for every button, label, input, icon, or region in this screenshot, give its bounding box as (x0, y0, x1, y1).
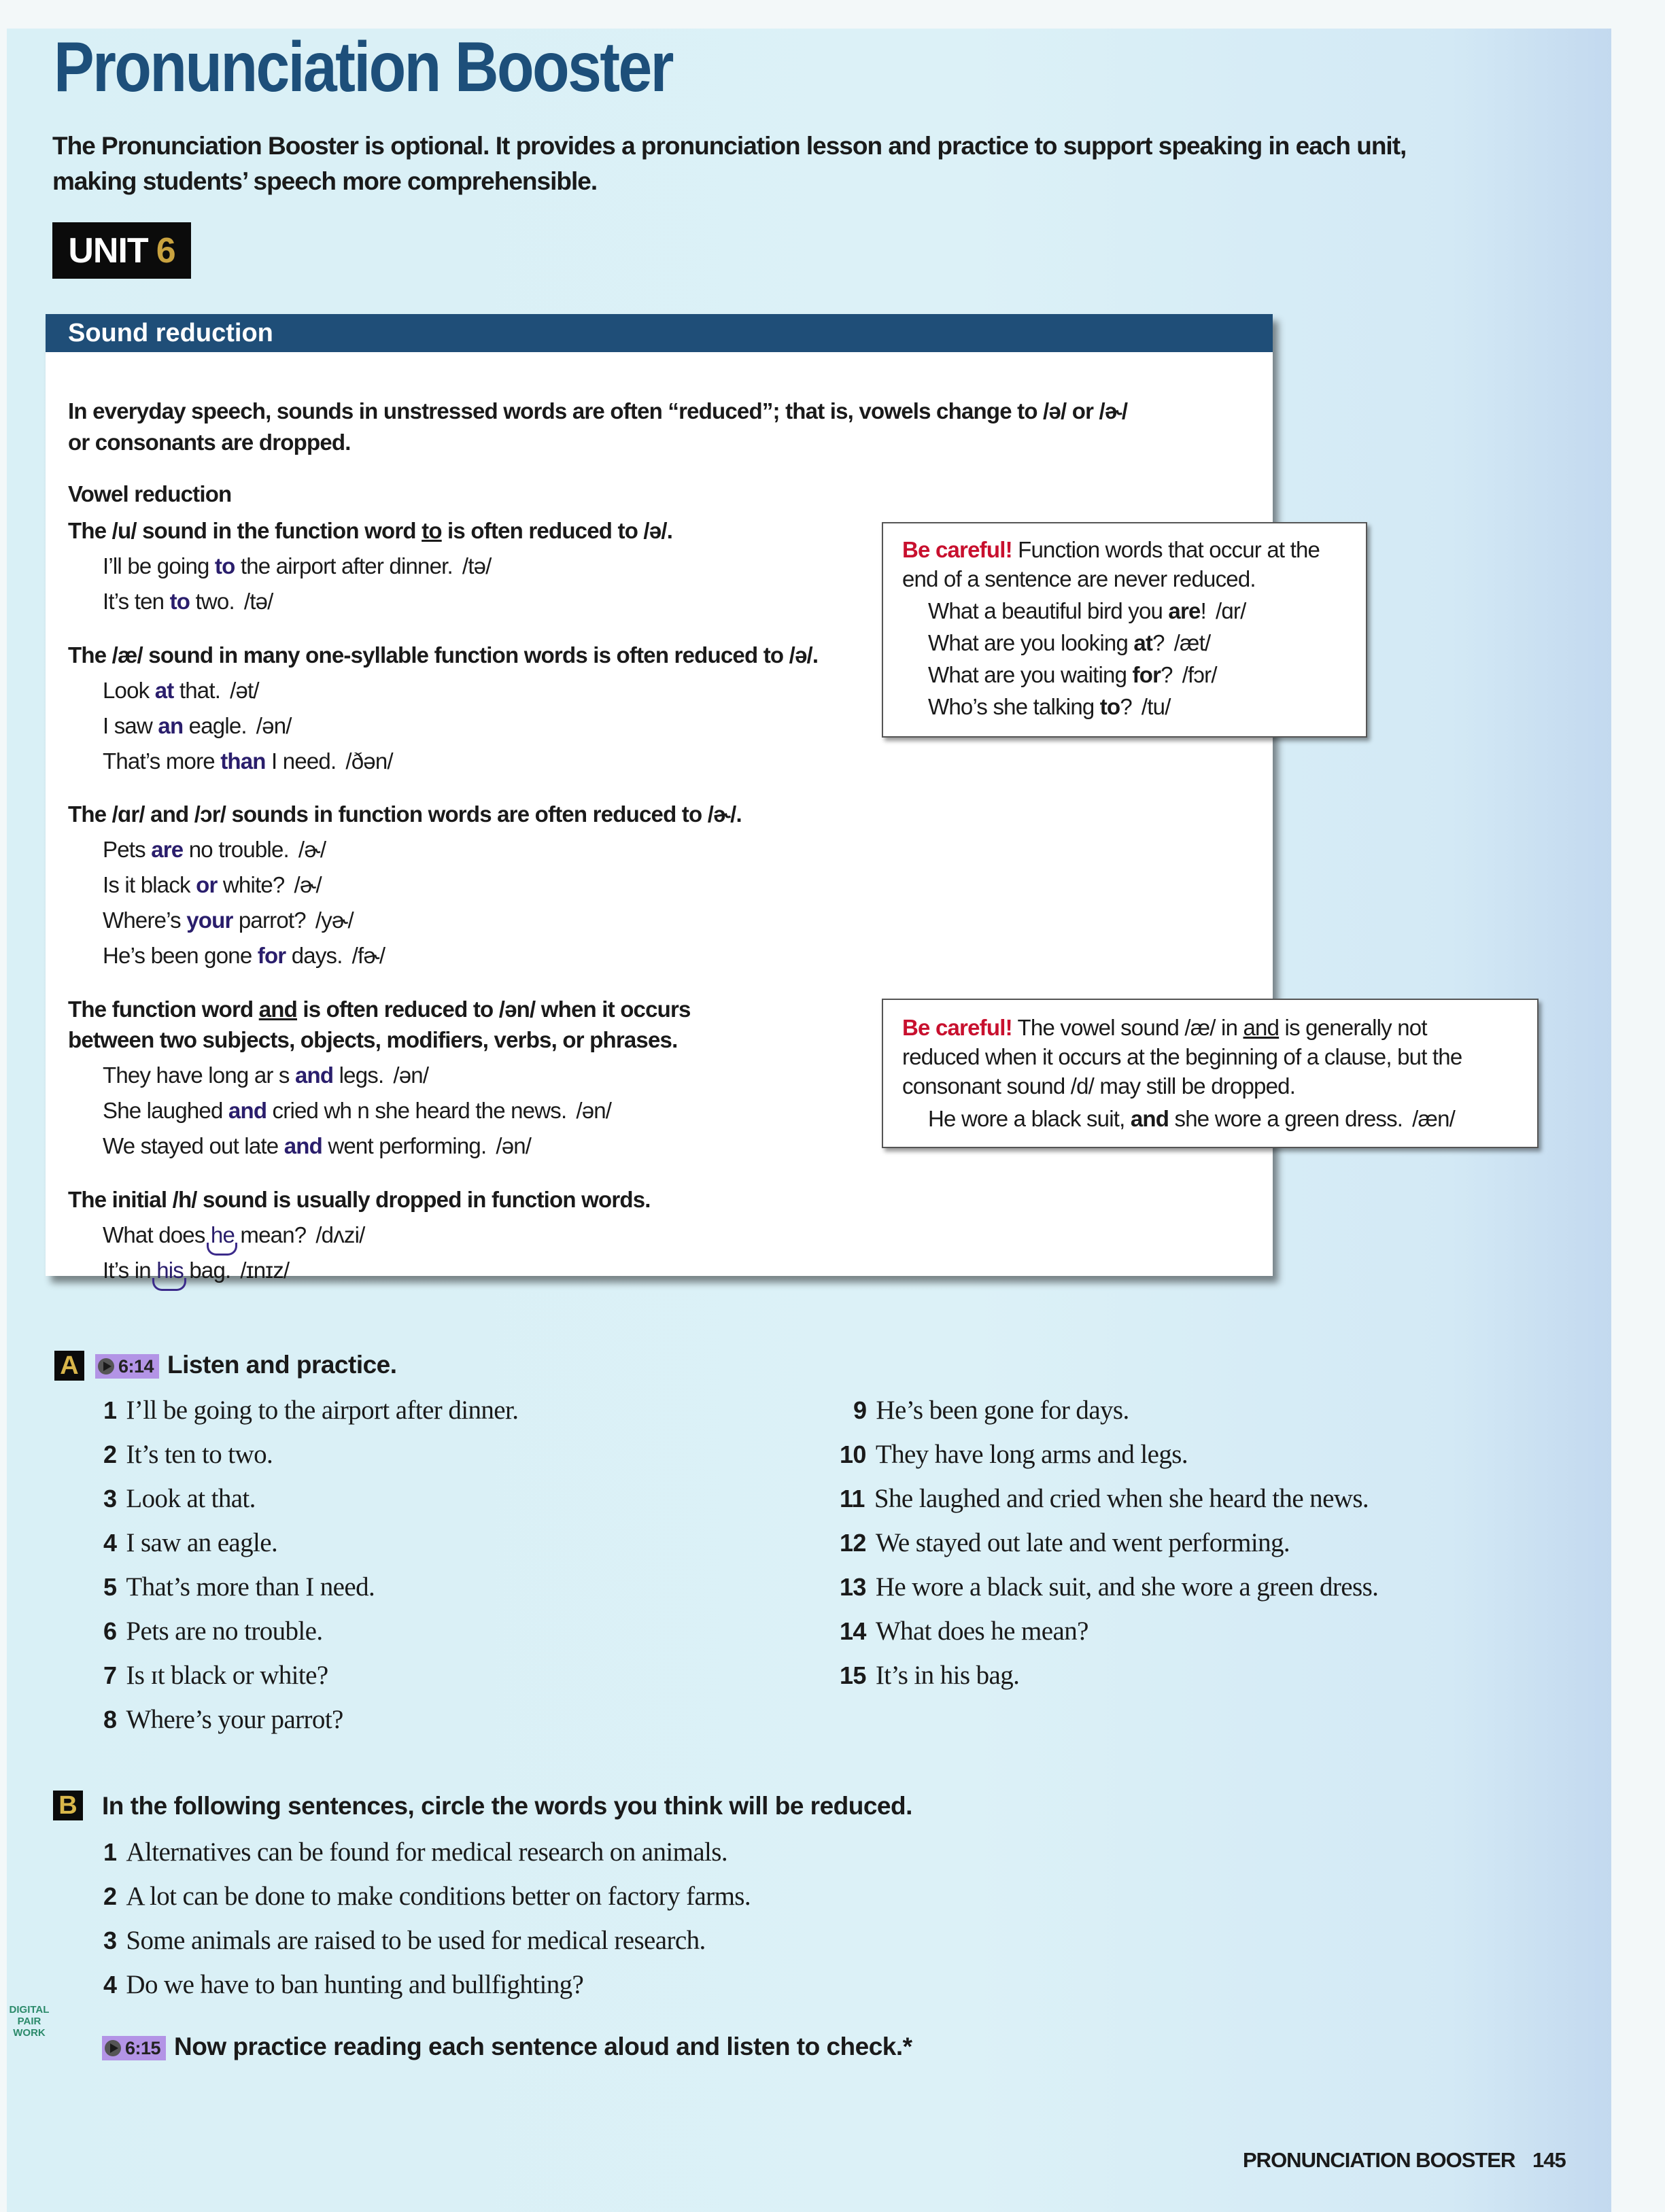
item-text: We stayed out late and went performing. (875, 1528, 1290, 1557)
ipa: /fɚ/ (351, 943, 385, 968)
item-text: Where’s your parrot? (126, 1705, 343, 1734)
item-text: It’s in his bag. (875, 1661, 1020, 1690)
callout-text: is generally not (1279, 1015, 1427, 1040)
rule-text: is often reduced to /ə/. (441, 518, 673, 543)
ex-text: no trouble. (183, 837, 289, 862)
example (928, 662, 1217, 688)
ex-text: It’s in (103, 1258, 157, 1283)
list-item (103, 1837, 727, 1867)
list-item (840, 1527, 1290, 1558)
item-text: A lot can be done to make conditions better on factory farms. (126, 1882, 751, 1911)
ex-text: ? (1120, 694, 1132, 719)
example (928, 598, 1246, 624)
item-number: 7 (103, 1661, 117, 1689)
audio-track-button[interactable] (95, 1354, 159, 1379)
item-number: 8 (103, 1706, 117, 1733)
ex-text: They have long ar s (103, 1062, 295, 1088)
example (928, 1106, 1455, 1132)
rule-word: to (422, 518, 442, 543)
ex-text: parrot? (233, 908, 306, 933)
ipa: /dʌzi/ (315, 1222, 365, 1247)
audio-track-button[interactable] (102, 2036, 166, 2060)
item-text: Is ɪt black or white? (126, 1661, 328, 1690)
ex-word: are (151, 837, 184, 862)
practice-instruction (102, 2033, 912, 2061)
item-number: 5 (103, 1573, 117, 1601)
item-number: 1 (103, 1396, 117, 1424)
example (103, 748, 393, 774)
ex-text: went performing. (322, 1133, 487, 1158)
callout-word: and (1243, 1015, 1280, 1040)
ex-text: What are you waiting (928, 662, 1133, 687)
ipa: /æt/ (1173, 630, 1211, 655)
instruction-text: Listen and practice. (167, 1351, 397, 1379)
callout-text: The vowel sound /æ/ in (1012, 1015, 1243, 1040)
track-number: 6:15 (125, 2037, 161, 2058)
ex-text: He wore a black suit, (928, 1106, 1131, 1131)
ex-word: to (214, 553, 235, 578)
example (103, 1222, 365, 1248)
example (103, 713, 292, 739)
ex-text: days. (286, 943, 343, 968)
ex-text: Look (103, 678, 155, 703)
example (103, 1133, 531, 1159)
example (103, 908, 354, 933)
ipa: /tə/ (243, 589, 273, 614)
list-item (840, 1616, 1088, 1646)
list-item (103, 1969, 583, 2000)
ipa: /ɚ/ (298, 837, 326, 862)
list-item (103, 1572, 375, 1602)
item-text: Do we have to ban hunting and bullfighting? (126, 1970, 584, 1999)
item-number: 2 (103, 1440, 117, 1468)
ex-text: ? (1152, 630, 1165, 655)
rule (68, 997, 691, 1022)
ex-word: to (169, 589, 190, 614)
ex-text: mean? (235, 1222, 307, 1247)
item-text: Look at that. (126, 1484, 256, 1513)
ex-text: ? (1161, 662, 1173, 687)
item-number: 15 (840, 1661, 866, 1689)
ipa: /tu/ (1141, 694, 1171, 719)
play-icon (105, 2040, 121, 2056)
example (103, 872, 322, 898)
callout-text (902, 537, 1320, 563)
rule (68, 518, 672, 544)
callout-text (902, 1015, 1427, 1041)
ex-text: What a beautiful bird you (928, 598, 1169, 623)
ex-text: ! (1200, 598, 1206, 623)
list-item (103, 1881, 751, 1912)
rule-text: The function word (68, 997, 259, 1022)
ex-text: I saw (103, 713, 158, 738)
unit-label: UNIT (68, 230, 148, 271)
box-intro: In everyday speech, sounds in unstressed words are often “reduced”; that is, vowels change to /ə/ or /ɚ/ (68, 398, 1128, 424)
list-item (103, 1925, 706, 1956)
exercise-letter-b: B (53, 1791, 83, 1820)
ipa: /ən/ (256, 713, 292, 738)
item-number: 11 (840, 1485, 865, 1513)
ex-text: We stayed out late (103, 1133, 284, 1158)
ipa: /tə/ (462, 553, 492, 578)
list-item (840, 1572, 1378, 1602)
item-number: 9 (853, 1396, 867, 1424)
ex-word: an (158, 713, 184, 738)
callout-text: Function words that occur at the (1012, 537, 1320, 562)
ex-word: at (154, 678, 174, 703)
item-text: Pets are no trouble. (126, 1617, 323, 1646)
rule-word: and (258, 997, 298, 1022)
be-careful-callout-1 (882, 522, 1367, 738)
item-number: 1 (103, 1838, 117, 1866)
ipa: /ət/ (230, 678, 259, 703)
ex-text: That’s more (103, 748, 221, 774)
ex-word: or (196, 872, 218, 897)
ex-text: What are you looking (928, 630, 1134, 655)
list-item (103, 1395, 518, 1425)
callout-text: reduced when it occurs at the beginning of a clause, but the (902, 1044, 1462, 1069)
ex-text: eagle. (183, 713, 247, 738)
ex-text: I need. (265, 748, 337, 774)
instruction-text: Now practice reading each sentence aloud and listen to check.* (174, 2033, 912, 2060)
ex-word: at (1133, 630, 1153, 655)
list-item (103, 1660, 328, 1691)
box-intro: or consonants are dropped. (68, 430, 351, 455)
ipa: /ðən/ (345, 748, 393, 774)
digital-pair-work-label: DIGITAL PAIR WORK (9, 2004, 50, 2039)
list-item (840, 1483, 1369, 1514)
item-number: 2 (103, 1882, 117, 1910)
list-item (103, 1616, 323, 1646)
item-text: She laughed and cried when she heard the news. (874, 1484, 1369, 1513)
item-text: I saw an eagle. (126, 1528, 278, 1557)
ex-text: cried wh n she heard the news. (267, 1098, 567, 1123)
intro-text: The Pronunciation Booster is optional. It provides a pronunciation lesson and practice to support speaking in each unit, (52, 132, 1407, 160)
example (103, 943, 385, 969)
example (928, 694, 1171, 720)
dropped-sound: his (156, 1258, 184, 1283)
item-text: Alternatives can be found for medical research on animals. (126, 1837, 727, 1867)
ex-text: Where’s (103, 908, 187, 933)
ipa: /yɚ/ (315, 908, 354, 933)
ex-word: and (284, 1133, 322, 1158)
example (928, 630, 1210, 656)
ex-text: the airport after dinner. (235, 553, 453, 578)
example (103, 1258, 289, 1283)
page-number: 145 (1532, 2148, 1566, 2172)
item-text: That’s more than I need. (126, 1572, 375, 1602)
be-careful-callout-2 (882, 999, 1539, 1148)
item-number: 4 (103, 1971, 117, 1999)
example (103, 1098, 611, 1124)
box-header: Sound reduction (46, 314, 1273, 352)
dropped-sound: he (210, 1222, 235, 1247)
item-number: 4 (103, 1529, 117, 1557)
ex-text: He’s been gone (103, 943, 258, 968)
item-text: They have long arms and legs. (875, 1440, 1188, 1469)
list-item (853, 1395, 1129, 1425)
ex-word: and (228, 1098, 267, 1123)
ipa: /ɚ/ (294, 872, 322, 897)
item-number: 3 (103, 1485, 117, 1513)
item-text: He wore a black suit, and she wore a green dress. (875, 1572, 1379, 1602)
ex-text: What does (103, 1222, 211, 1247)
ex-word: for (257, 943, 286, 968)
list-item (103, 1439, 273, 1470)
item-number: 13 (840, 1573, 866, 1601)
ex-text: It’s ten (103, 589, 170, 614)
ex-text: that. (173, 678, 221, 703)
item-text: What does he mean? (875, 1617, 1088, 1646)
example (103, 553, 492, 579)
ex-word: than (220, 748, 266, 774)
item-text: I’ll be going to the airport after dinner. (126, 1396, 519, 1425)
ipa: /ɪnɪz/ (240, 1258, 290, 1283)
ex-word: and (295, 1062, 334, 1088)
list-item (840, 1660, 1019, 1691)
footer-section: PRONUNCIATION BOOSTER (1243, 2148, 1515, 2172)
ex-word: to (1099, 694, 1120, 719)
exercise-letter-a: A (54, 1351, 84, 1381)
ipa: /ən/ (496, 1133, 532, 1158)
unit-badge (52, 222, 191, 279)
list-item (103, 1704, 343, 1735)
ipa: /fɔr/ (1182, 662, 1217, 687)
exercise-a-instruction (95, 1351, 397, 1379)
intro-text: making students’ speech more comprehensible. (52, 167, 598, 195)
ex-word: your (186, 908, 233, 933)
item-number: 10 (840, 1440, 866, 1468)
item-number: 6 (103, 1617, 117, 1645)
ex-word: are (1168, 598, 1201, 623)
example (103, 837, 326, 863)
be-careful-label: Be careful! (902, 537, 1012, 562)
section-heading: Vowel reduction (68, 481, 232, 506)
ipa: /æn/ (1412, 1106, 1455, 1131)
ex-text: Who’s she talking (928, 694, 1100, 719)
item-text: He’s been gone for days. (876, 1396, 1129, 1425)
ex-text: Is it black (103, 872, 196, 897)
ex-text: legs. (333, 1062, 384, 1088)
rule: The /æ/ sound in many one-syllable function words is often reduced to /ə/. (68, 642, 819, 668)
ex-text: bag. (184, 1258, 231, 1283)
callout-text: end of a sentence are never reduced. (902, 566, 1256, 591)
example (103, 1062, 428, 1088)
list-item (840, 1439, 1188, 1470)
ex-text: two. (190, 589, 235, 614)
ex-word: and (1130, 1106, 1169, 1131)
play-icon (98, 1358, 114, 1375)
ipa: /ən/ (393, 1062, 429, 1088)
ex-text: She laughed (103, 1098, 228, 1123)
item-text: Some animals are raised to be used for medical research. (126, 1926, 706, 1955)
exercise-b-instruction: In the following sentences, circle the words you think will be reduced. (102, 1792, 912, 1820)
callout-text: consonant sound /d/ may still be dropped. (902, 1073, 1296, 1099)
list-item (103, 1527, 277, 1558)
ex-text: I’ll be going (103, 553, 215, 578)
ex-text: Pets (103, 837, 152, 862)
ipa: /ən/ (576, 1098, 612, 1123)
example (103, 589, 273, 615)
list-item (103, 1483, 256, 1514)
rule: The initial /h/ sound is usually dropped in function words. (68, 1187, 651, 1212)
rule: between two subjects, objects, modifiers, verbs, or phrases. (68, 1027, 678, 1052)
page-title: Pronunciation Booster (54, 28, 672, 107)
ipa: /ɑr/ (1215, 598, 1246, 623)
ex-word: for (1132, 662, 1161, 687)
ex-text: white? (217, 872, 285, 897)
rule-text: is often reduced to /ən/ when it occurs (297, 997, 691, 1022)
item-text: It’s ten to two. (126, 1440, 273, 1469)
rule-text: The /u/ sound in the function word (68, 518, 422, 543)
ex-text: she wore a green dress. (1169, 1106, 1403, 1131)
item-number: 14 (840, 1617, 866, 1645)
item-number: 12 (840, 1529, 866, 1557)
unit-number: 6 (156, 230, 175, 271)
rule: The /ɑr/ and /ɔr/ sounds in function words are often reduced to /ɚ/. (68, 801, 742, 827)
example (103, 678, 259, 704)
item-number: 3 (103, 1926, 117, 1954)
track-number: 6:14 (118, 1355, 154, 1377)
be-careful-label: Be careful! (902, 1015, 1012, 1040)
